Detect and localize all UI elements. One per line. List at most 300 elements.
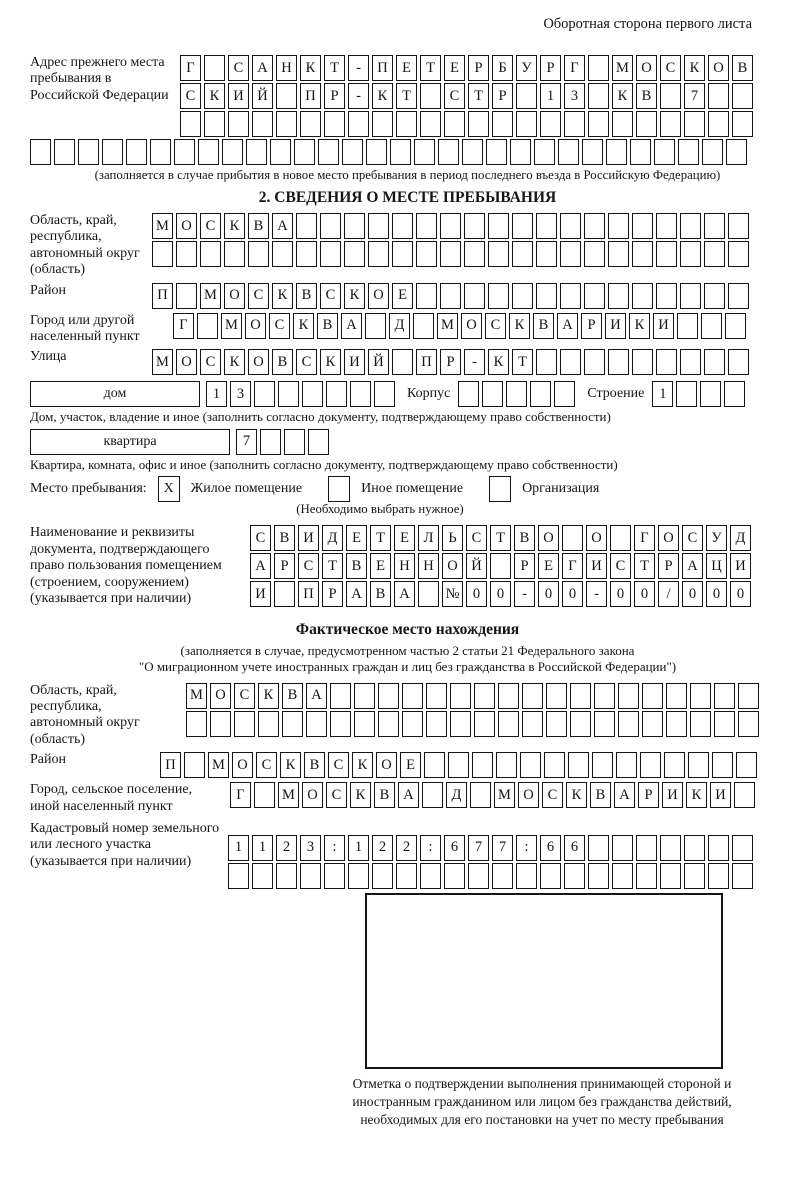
char-box[interactable]: К xyxy=(344,283,365,309)
char-box[interactable]: А xyxy=(346,581,367,607)
char-box[interactable] xyxy=(704,283,725,309)
char-box[interactable] xyxy=(228,111,249,137)
char-box[interactable]: Р xyxy=(581,313,602,339)
char-box[interactable] xyxy=(612,111,633,137)
char-box[interactable]: А xyxy=(250,553,271,579)
char-box[interactable]: О xyxy=(176,213,197,239)
char-box[interactable]: № xyxy=(442,581,463,607)
char-box[interactable]: Р xyxy=(540,55,561,81)
char-box[interactable] xyxy=(372,111,393,137)
char-box[interactable] xyxy=(512,213,533,239)
char-box[interactable]: В xyxy=(732,55,753,81)
char-box[interactable] xyxy=(726,139,747,165)
char-box[interactable]: В xyxy=(636,83,657,109)
char-box[interactable]: П xyxy=(416,349,437,375)
char-box[interactable] xyxy=(584,241,605,267)
char-box[interactable] xyxy=(701,313,722,339)
char-box[interactable]: Р xyxy=(274,553,295,579)
char-box[interactable] xyxy=(365,313,386,339)
char-box[interactable]: 1 xyxy=(206,381,227,407)
char-box[interactable]: М xyxy=(186,683,207,709)
char-box[interactable] xyxy=(732,863,753,889)
char-box[interactable] xyxy=(564,863,585,889)
char-box[interactable] xyxy=(204,111,225,137)
char-box[interactable] xyxy=(272,241,293,267)
char-box[interactable] xyxy=(392,213,413,239)
char-box[interactable] xyxy=(510,139,531,165)
char-box[interactable]: К xyxy=(612,83,633,109)
char-box[interactable] xyxy=(594,711,615,737)
char-box[interactable] xyxy=(632,241,653,267)
char-box[interactable] xyxy=(444,111,465,137)
char-box[interactable]: К xyxy=(684,55,705,81)
char-box[interactable]: И xyxy=(662,782,683,808)
char-box[interactable] xyxy=(324,863,345,889)
char-box[interactable] xyxy=(344,213,365,239)
char-box[interactable] xyxy=(708,835,729,861)
char-box[interactable] xyxy=(464,241,485,267)
char-box[interactable] xyxy=(536,283,557,309)
char-box[interactable] xyxy=(426,711,447,737)
char-box[interactable]: П xyxy=(160,752,181,778)
char-box[interactable]: М xyxy=(494,782,515,808)
char-box[interactable] xyxy=(588,55,609,81)
char-box[interactable] xyxy=(254,782,275,808)
char-box[interactable] xyxy=(660,111,681,137)
char-box[interactable] xyxy=(656,213,677,239)
char-box[interactable] xyxy=(564,111,585,137)
char-box[interactable] xyxy=(420,111,441,137)
char-box[interactable] xyxy=(732,835,753,861)
char-box[interactable] xyxy=(390,139,411,165)
char-box[interactable]: : xyxy=(324,835,345,861)
char-box[interactable]: Р xyxy=(638,782,659,808)
char-box[interactable]: А xyxy=(614,782,635,808)
char-box[interactable]: М xyxy=(612,55,633,81)
char-box[interactable]: М xyxy=(200,283,221,309)
char-box[interactable]: М xyxy=(278,782,299,808)
char-box[interactable] xyxy=(708,111,729,137)
char-box[interactable] xyxy=(498,683,519,709)
char-box[interactable]: С xyxy=(485,313,506,339)
char-box[interactable] xyxy=(102,139,123,165)
char-box[interactable]: В xyxy=(346,553,367,579)
char-box[interactable] xyxy=(630,139,651,165)
char-box[interactable]: 0 xyxy=(730,581,751,607)
char-box[interactable]: А xyxy=(306,683,327,709)
char-box[interactable]: К xyxy=(372,83,393,109)
char-box[interactable] xyxy=(468,111,489,137)
char-box[interactable] xyxy=(570,683,591,709)
char-box[interactable] xyxy=(606,139,627,165)
char-box[interactable]: М xyxy=(221,313,242,339)
char-box[interactable] xyxy=(660,83,681,109)
char-box[interactable] xyxy=(656,241,677,267)
char-box[interactable] xyxy=(728,213,749,239)
char-box[interactable]: - xyxy=(348,83,369,109)
char-box[interactable] xyxy=(654,139,675,165)
char-box[interactable]: О xyxy=(248,349,269,375)
char-box[interactable] xyxy=(530,381,551,407)
char-box[interactable] xyxy=(588,863,609,889)
char-box[interactable] xyxy=(396,863,417,889)
char-box[interactable]: 1 xyxy=(348,835,369,861)
char-box[interactable] xyxy=(490,553,511,579)
char-box[interactable] xyxy=(584,283,605,309)
char-box[interactable]: С xyxy=(248,283,269,309)
char-box[interactable]: В xyxy=(248,213,269,239)
char-box[interactable] xyxy=(422,782,443,808)
char-box[interactable] xyxy=(554,381,575,407)
char-box[interactable]: 7 xyxy=(684,83,705,109)
char-box[interactable] xyxy=(302,381,323,407)
char-box[interactable]: В xyxy=(274,525,295,551)
char-box[interactable]: И xyxy=(653,313,674,339)
char-box[interactable]: С xyxy=(200,213,221,239)
char-box[interactable] xyxy=(516,863,537,889)
char-box[interactable] xyxy=(197,313,218,339)
char-box[interactable] xyxy=(458,381,479,407)
char-box[interactable]: Е xyxy=(444,55,465,81)
char-box[interactable] xyxy=(642,683,663,709)
char-box[interactable]: Н xyxy=(394,553,415,579)
char-box[interactable] xyxy=(558,139,579,165)
char-box[interactable]: 3 xyxy=(300,835,321,861)
char-box[interactable]: 0 xyxy=(610,581,631,607)
char-box[interactable] xyxy=(354,711,375,737)
char-box[interactable] xyxy=(512,283,533,309)
char-box[interactable] xyxy=(258,711,279,737)
char-box[interactable]: А xyxy=(398,782,419,808)
char-box[interactable]: К xyxy=(300,55,321,81)
char-box[interactable] xyxy=(732,83,753,109)
char-box[interactable] xyxy=(608,349,629,375)
char-box[interactable] xyxy=(444,863,465,889)
char-box[interactable] xyxy=(368,241,389,267)
char-box[interactable] xyxy=(700,381,721,407)
char-box[interactable]: Т xyxy=(420,55,441,81)
char-box[interactable]: П xyxy=(300,83,321,109)
char-box[interactable]: 2 xyxy=(372,835,393,861)
char-box[interactable]: 6 xyxy=(444,835,465,861)
char-box[interactable] xyxy=(546,683,567,709)
char-box[interactable]: К xyxy=(629,313,650,339)
char-box[interactable] xyxy=(570,711,591,737)
char-box[interactable] xyxy=(234,711,255,737)
char-box[interactable]: 0 xyxy=(634,581,655,607)
char-box[interactable] xyxy=(660,835,681,861)
char-box[interactable] xyxy=(186,711,207,737)
char-box[interactable]: О xyxy=(232,752,253,778)
char-box[interactable]: С xyxy=(682,525,703,551)
char-box[interactable]: Г xyxy=(634,525,655,551)
char-box[interactable] xyxy=(562,525,583,551)
char-box[interactable] xyxy=(416,213,437,239)
char-box[interactable] xyxy=(320,241,341,267)
char-box[interactable]: А xyxy=(682,553,703,579)
char-box[interactable]: Ь xyxy=(442,525,463,551)
char-box[interactable] xyxy=(300,111,321,137)
char-box[interactable] xyxy=(420,863,441,889)
char-box[interactable] xyxy=(486,139,507,165)
char-box[interactable]: Г xyxy=(173,313,194,339)
char-box[interactable]: И xyxy=(605,313,626,339)
char-box[interactable]: Д xyxy=(446,782,467,808)
char-box[interactable] xyxy=(608,241,629,267)
char-box[interactable]: И xyxy=(250,581,271,607)
char-box[interactable]: С xyxy=(444,83,465,109)
char-box[interactable] xyxy=(616,752,637,778)
char-box[interactable] xyxy=(330,711,351,737)
char-box[interactable] xyxy=(420,83,441,109)
checkbox-inoe-pomeshchenie[interactable] xyxy=(328,476,350,502)
char-box[interactable] xyxy=(588,83,609,109)
char-box[interactable]: К xyxy=(272,283,293,309)
char-box[interactable] xyxy=(488,241,509,267)
char-box[interactable]: В xyxy=(370,581,391,607)
char-box[interactable]: С xyxy=(328,752,349,778)
char-box[interactable] xyxy=(588,111,609,137)
char-box[interactable] xyxy=(642,711,663,737)
char-box[interactable]: Г xyxy=(180,55,201,81)
char-box[interactable]: В xyxy=(590,782,611,808)
char-box[interactable]: 0 xyxy=(562,581,583,607)
char-box[interactable] xyxy=(612,863,633,889)
char-box[interactable]: 7 xyxy=(492,835,513,861)
char-box[interactable]: Й xyxy=(252,83,273,109)
char-box[interactable]: А xyxy=(341,313,362,339)
checkbox-zhiloe-pomeshchenie[interactable]: X xyxy=(158,476,180,502)
char-box[interactable] xyxy=(636,863,657,889)
char-box[interactable] xyxy=(300,863,321,889)
char-box[interactable] xyxy=(396,111,417,137)
char-box[interactable]: В xyxy=(304,752,325,778)
char-box[interactable]: Р xyxy=(440,349,461,375)
char-box[interactable] xyxy=(270,139,291,165)
char-box[interactable] xyxy=(284,429,305,455)
char-box[interactable]: О xyxy=(461,313,482,339)
char-box[interactable]: Г xyxy=(562,553,583,579)
char-box[interactable] xyxy=(702,139,723,165)
char-box[interactable] xyxy=(472,752,493,778)
char-box[interactable] xyxy=(728,349,749,375)
char-box[interactable] xyxy=(536,241,557,267)
char-box[interactable] xyxy=(184,752,205,778)
char-box[interactable] xyxy=(610,525,631,551)
char-box[interactable]: К xyxy=(509,313,530,339)
char-box[interactable] xyxy=(354,683,375,709)
char-box[interactable] xyxy=(276,863,297,889)
char-box[interactable]: В xyxy=(514,525,535,551)
char-box[interactable]: С xyxy=(466,525,487,551)
char-box[interactable] xyxy=(474,711,495,737)
char-box[interactable] xyxy=(378,711,399,737)
char-box[interactable] xyxy=(618,711,639,737)
char-box[interactable]: 0 xyxy=(682,581,703,607)
char-box[interactable]: С xyxy=(180,83,201,109)
char-box[interactable] xyxy=(330,683,351,709)
char-box[interactable] xyxy=(506,381,527,407)
char-box[interactable] xyxy=(260,429,281,455)
char-box[interactable]: О xyxy=(636,55,657,81)
char-box[interactable] xyxy=(318,139,339,165)
char-box[interactable]: А xyxy=(394,581,415,607)
char-box[interactable] xyxy=(690,683,711,709)
char-box[interactable] xyxy=(738,711,759,737)
char-box[interactable]: Е xyxy=(538,553,559,579)
char-box[interactable] xyxy=(712,752,733,778)
char-box[interactable] xyxy=(282,711,303,737)
char-box[interactable]: С xyxy=(296,349,317,375)
char-box[interactable]: Д xyxy=(322,525,343,551)
char-box[interactable]: Р xyxy=(658,553,679,579)
char-box[interactable]: Т xyxy=(322,553,343,579)
char-box[interactable] xyxy=(372,863,393,889)
char-box[interactable]: О xyxy=(224,283,245,309)
char-box[interactable] xyxy=(462,139,483,165)
char-box[interactable]: Д xyxy=(389,313,410,339)
char-box[interactable] xyxy=(618,683,639,709)
char-box[interactable] xyxy=(728,241,749,267)
char-box[interactable] xyxy=(588,835,609,861)
char-box[interactable]: О xyxy=(368,283,389,309)
char-box[interactable] xyxy=(294,139,315,165)
char-box[interactable]: О xyxy=(538,525,559,551)
char-box[interactable]: Г xyxy=(230,782,251,808)
char-box[interactable] xyxy=(492,111,513,137)
char-box[interactable]: Е xyxy=(400,752,421,778)
char-box[interactable] xyxy=(222,139,243,165)
char-box[interactable] xyxy=(498,711,519,737)
char-box[interactable] xyxy=(348,111,369,137)
char-box[interactable] xyxy=(176,283,197,309)
char-box[interactable]: К xyxy=(293,313,314,339)
char-box[interactable] xyxy=(664,752,685,778)
char-box[interactable] xyxy=(414,139,435,165)
char-box[interactable] xyxy=(438,139,459,165)
char-box[interactable] xyxy=(450,683,471,709)
char-box[interactable] xyxy=(584,349,605,375)
char-box[interactable]: : xyxy=(516,835,537,861)
char-box[interactable]: 1 xyxy=(252,835,273,861)
char-box[interactable]: Й xyxy=(466,553,487,579)
char-box[interactable] xyxy=(418,581,439,607)
char-box[interactable] xyxy=(278,381,299,407)
char-box[interactable] xyxy=(666,711,687,737)
char-box[interactable]: М xyxy=(152,349,173,375)
char-box[interactable] xyxy=(348,863,369,889)
char-box[interactable]: Й xyxy=(368,349,389,375)
char-box[interactable]: - xyxy=(586,581,607,607)
char-box[interactable]: С xyxy=(200,349,221,375)
char-box[interactable]: 3 xyxy=(230,381,251,407)
char-box[interactable]: 1 xyxy=(540,83,561,109)
char-box[interactable]: М xyxy=(208,752,229,778)
char-box[interactable] xyxy=(204,55,225,81)
char-box[interactable]: Н xyxy=(276,55,297,81)
char-box[interactable] xyxy=(470,782,491,808)
char-box[interactable] xyxy=(724,381,745,407)
char-box[interactable] xyxy=(656,283,677,309)
char-box[interactable] xyxy=(320,213,341,239)
char-box[interactable]: О xyxy=(586,525,607,551)
char-box[interactable] xyxy=(180,111,201,137)
char-box[interactable]: С xyxy=(542,782,563,808)
char-box[interactable]: К xyxy=(280,752,301,778)
char-box[interactable]: Р xyxy=(322,581,343,607)
char-box[interactable] xyxy=(732,111,753,137)
char-box[interactable] xyxy=(522,711,543,737)
char-box[interactable]: М xyxy=(152,213,173,239)
char-box[interactable]: 1 xyxy=(228,835,249,861)
char-box[interactable] xyxy=(366,139,387,165)
char-box[interactable]: А xyxy=(252,55,273,81)
char-box[interactable]: О xyxy=(302,782,323,808)
char-box[interactable] xyxy=(520,752,541,778)
char-box[interactable]: 6 xyxy=(564,835,585,861)
char-box[interactable] xyxy=(482,381,503,407)
char-box[interactable] xyxy=(636,835,657,861)
char-box[interactable] xyxy=(714,683,735,709)
char-box[interactable]: К xyxy=(224,349,245,375)
char-box[interactable]: В xyxy=(317,313,338,339)
char-box[interactable]: П xyxy=(372,55,393,81)
char-box[interactable]: О xyxy=(708,55,729,81)
char-box[interactable]: К xyxy=(204,83,225,109)
char-box[interactable] xyxy=(440,283,461,309)
char-box[interactable]: С xyxy=(298,553,319,579)
char-box[interactable] xyxy=(666,683,687,709)
char-box[interactable]: 6 xyxy=(540,835,561,861)
char-box[interactable]: К xyxy=(258,683,279,709)
char-box[interactable]: К xyxy=(224,213,245,239)
char-box[interactable] xyxy=(608,283,629,309)
char-box[interactable]: П xyxy=(298,581,319,607)
char-box[interactable] xyxy=(378,683,399,709)
apartment-type-box[interactable]: квартира xyxy=(30,429,230,455)
char-box[interactable]: Н xyxy=(418,553,439,579)
char-box[interactable] xyxy=(392,241,413,267)
char-box[interactable] xyxy=(126,139,147,165)
char-box[interactable]: А xyxy=(557,313,578,339)
char-box[interactable]: Т xyxy=(370,525,391,551)
char-box[interactable] xyxy=(426,683,447,709)
char-box[interactable]: А xyxy=(272,213,293,239)
char-box[interactable]: О xyxy=(658,525,679,551)
char-box[interactable]: О xyxy=(442,553,463,579)
char-box[interactable]: - xyxy=(514,581,535,607)
char-box[interactable] xyxy=(198,139,219,165)
char-box[interactable] xyxy=(54,139,75,165)
char-box[interactable] xyxy=(252,863,273,889)
char-box[interactable]: 0 xyxy=(490,581,511,607)
char-box[interactable] xyxy=(174,139,195,165)
char-box[interactable] xyxy=(680,283,701,309)
char-box[interactable]: С xyxy=(234,683,255,709)
char-box[interactable] xyxy=(200,241,221,267)
char-box[interactable] xyxy=(680,241,701,267)
house-type-box[interactable]: дом xyxy=(30,381,200,407)
char-box[interactable]: В xyxy=(533,313,554,339)
char-box[interactable] xyxy=(678,139,699,165)
char-box[interactable] xyxy=(560,283,581,309)
char-box[interactable]: К xyxy=(686,782,707,808)
char-box[interactable] xyxy=(656,349,677,375)
char-box[interactable] xyxy=(416,241,437,267)
char-box[interactable]: Р xyxy=(492,83,513,109)
char-box[interactable]: С xyxy=(660,55,681,81)
char-box[interactable]: К xyxy=(320,349,341,375)
